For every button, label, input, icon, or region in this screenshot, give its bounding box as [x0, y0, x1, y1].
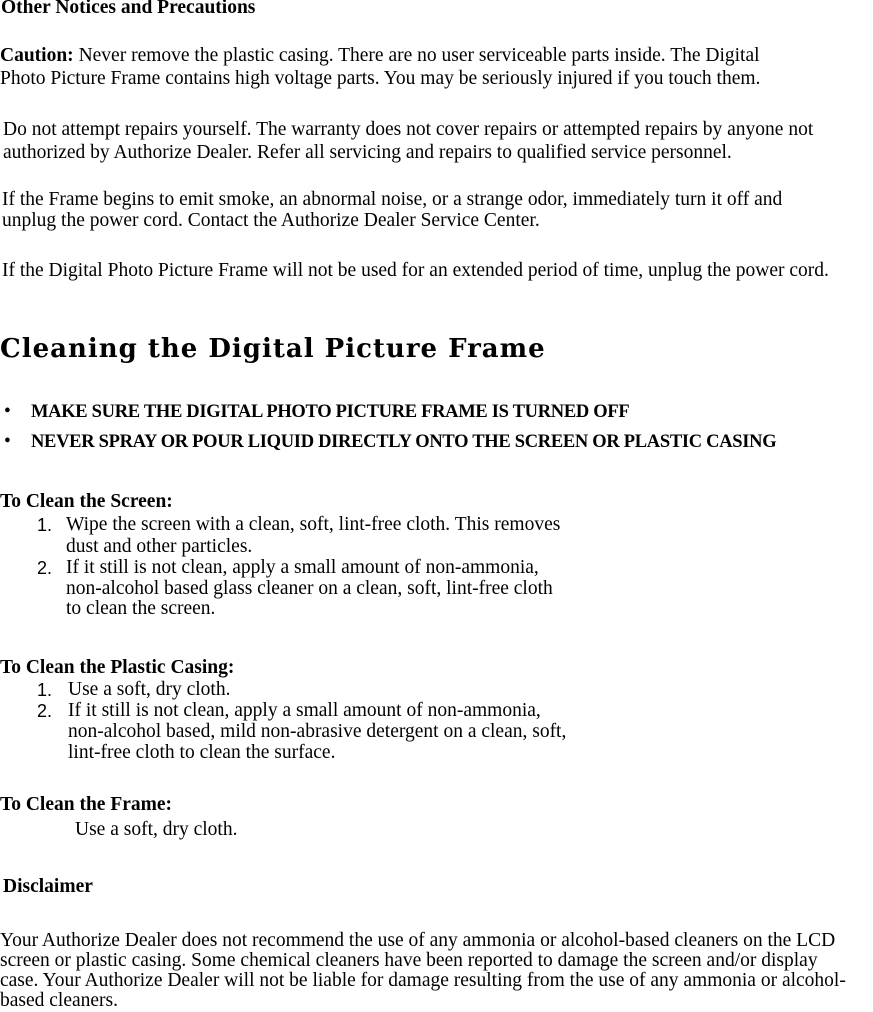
disclaimer-line3: case. Your Authorize Dealer will not be liable for damage resulting from the use of any ammonia or alcohol-	[0, 970, 846, 991]
cleaning-title: Cleaning the Digital Picture Frame	[0, 334, 546, 364]
repair-text-line1: Do not attempt repairs yourself. The warranty does not cover repairs or attempted repairs by anyone not	[3, 119, 814, 140]
casing-step2-line1: If it still is not clean, apply a small amount of non-ammonia,	[68, 700, 541, 721]
caution-text-line2: Photo Picture Frame contains high voltage parts. You may be seriously injured if you touch them.	[0, 68, 761, 89]
caution-paragraph-line1	[0, 44, 760, 67]
notices-heading: Other Notices and Precautions	[1, 0, 256, 18]
screen-step2-line1: If it still is not clean, apply a small amount of non-ammonia,	[66, 557, 539, 578]
screen-step1-line2: dust and other particles.	[66, 536, 253, 557]
disclaimer-line2: screen or plastic casing. Some chemical cleaners have been reported to damage the screen and/or display	[0, 950, 818, 971]
frame-text: Use a soft, dry cloth.	[75, 819, 238, 840]
step-number: 2.	[37, 701, 53, 721]
bullet-dot: •	[4, 431, 11, 452]
bullet-dot: •	[4, 401, 11, 422]
bullet-text: NEVER SPRAY OR POUR LIQUID DIRECTLY ONTO THE SCREEN OR PLASTIC CASING	[31, 432, 777, 452]
unused-text: If the Digital Photo Picture Frame will not be used for an extended period of time, unplug the power cord.	[2, 260, 829, 281]
step-number: 2.	[37, 558, 53, 578]
frame-heading: To Clean the Frame:	[0, 794, 173, 815]
disclaimer-line4: based cleaners.	[0, 990, 119, 1011]
repair-text-line2: authorized by Authorize Dealer. Refer all servicing and repairs to qualified service personnel.	[3, 142, 732, 163]
smoke-text-line2: unplug the power cord. Contact the Authorize Dealer Service Center.	[2, 210, 540, 231]
casing-step1-line1: Use a soft, dry cloth.	[68, 679, 231, 700]
screen-step2-line3: to clean the screen.	[66, 598, 216, 619]
screen-heading: To Clean the Screen:	[0, 491, 173, 512]
step-number: 1.	[37, 680, 53, 700]
screen-step2-line2: non-alcohol based glass cleaner on a clean, soft, lint-free cloth	[66, 578, 553, 599]
bullet-text: MAKE SURE THE DIGITAL PHOTO PICTURE FRAME IS TURNED OFF	[31, 402, 630, 422]
step-number: 1.	[37, 515, 53, 535]
caution-label: Caution:	[0, 45, 74, 66]
disclaimer-line1: Your Authorize Dealer does not recommend the use of any ammonia or alcohol-based cleaners on the LCD	[0, 930, 836, 951]
casing-step2-line3: lint-free cloth to clean the surface.	[68, 742, 336, 763]
disclaimer-heading: Disclaimer	[3, 876, 93, 897]
casing-step2-line2: non-alcohol based, mild non-abrasive detergent on a clean, soft,	[68, 721, 567, 742]
caution-text-line1: Never remove the plastic casing. There are no user serviceable parts inside. The Digital	[78, 45, 760, 66]
casing-heading: To Clean the Plastic Casing:	[0, 657, 235, 678]
smoke-text-line1: If the Frame begins to emit smoke, an abnormal noise, or a strange odor, immediately turn it off and	[2, 189, 783, 210]
screen-step1-line1: Wipe the screen with a clean, soft, lint-free cloth. This removes	[66, 514, 561, 535]
